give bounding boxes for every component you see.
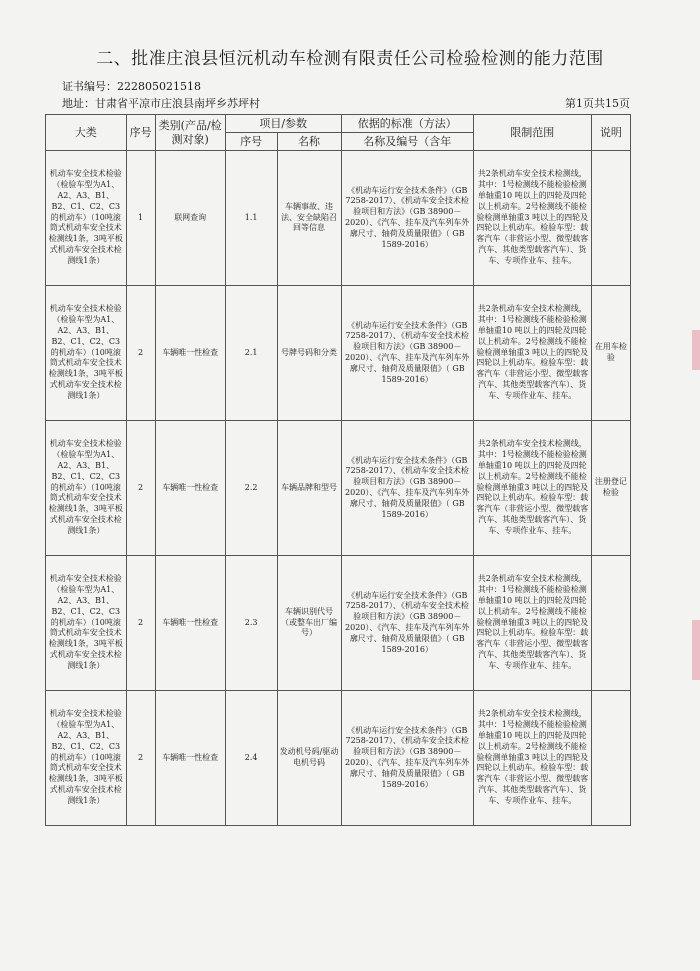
- item-name-cell: 车辆事故、违法、安全缺陷召回等信息: [277, 151, 341, 286]
- col-item-name: 名称: [277, 133, 341, 151]
- type-cell: 车辆唯一性检查: [155, 691, 225, 826]
- seal-edge-mark: [692, 330, 700, 370]
- page-indicator: 第1页共15页: [565, 97, 630, 110]
- seq-cell: 1: [126, 151, 155, 286]
- standard-cell: 《机动车运行安全技术条件》（GB 7258-2017）、《机动车安全技术检验项目和方法》（GB 38900－2020）、《汽车、挂车及汽车列车外廓尺寸、轴荷及质量限值》（ GB 1589-2016）: [341, 151, 473, 286]
- type-cell: 车辆唯一性检查: [155, 286, 225, 421]
- col-item-group: 项目/参数: [225, 115, 341, 133]
- item-seq-cell: 2.2: [225, 421, 277, 556]
- note-cell: 注册登记检验: [591, 421, 630, 556]
- table-row: [46, 286, 631, 421]
- item-name-cell: 号牌号码和分类: [277, 286, 341, 421]
- type-cell: 联网查询: [155, 151, 225, 286]
- item-seq-cell: 1.1: [225, 151, 277, 286]
- address: 地址：甘肃省平凉市庄浪县南坪乡苏坪村: [62, 97, 260, 110]
- limit-cell: 共2条机动车安全技术检测线，其中：1号检测线不能检验检测单轴重10 吨以上的四轮及四轮以上机动车。2号检测线不能检验检测单轴重3 吨以上的四轮及四轮以上机动车。检验车型：载客汽车（非营运小型、微型载客汽车、其他类型载客汽车）、货车、专项作业车、挂车。: [473, 421, 591, 556]
- col-category: 大类: [46, 115, 127, 151]
- note-cell: 在用车检验: [591, 286, 630, 421]
- type-cell: 车辆唯一性检查: [155, 421, 225, 556]
- category-cell: 机动车安全技术检验（检验车型为A1、A2、A3、B1、B2、C1、C2、C3的机动车）（10吨滚筒式机动车安全技术检测线1条，3吨平板式机动车安全技术检测线1条）: [46, 691, 127, 826]
- item-seq-cell: 2.1: [225, 286, 277, 421]
- limit-cell: 共2条机动车安全技术检测线，其中：1号检测线不能检验检测单轴重10 吨以上的四轮及四轮以上机动车。2号检测线不能检验检测单轴重3 吨以上的四轮及四轮以上机动车。检验车型：载客汽车（非营运小型、微型载客汽车、其他类型载客汽车）、货车、专项作业车、挂车。: [473, 286, 591, 421]
- seq-cell: 2: [126, 286, 155, 421]
- table-row: [46, 421, 631, 556]
- item-seq-cell: 2.3: [225, 556, 277, 691]
- table-row: [46, 556, 631, 691]
- col-item-seq: 序号: [225, 133, 277, 151]
- header-row: [46, 115, 631, 133]
- page-title: 二、批准庄浪县恒沅机动车检测有限责任公司检验检测的能力范围: [96, 49, 604, 69]
- standard-cell: 《机动车运行安全技术条件》（GB 7258-2017）、《机动车安全技术检验项目和方法》（GB 38900－2020）、《汽车、挂车及汽车列车外廓尺寸、轴荷及质量限值》（ GB 1589-2016）: [341, 286, 473, 421]
- seal-edge-mark: [692, 620, 700, 680]
- limit-cell: 共2条机动车安全技术检测线，其中：1号检测线不能检验检测单轴重10 吨以上的四轮及四轮以上机动车。2号检测线不能检验检测单轴重3 吨以上的四轮及四轮以上机动车。检验车型：载客汽车（非营运小型、微型载客汽车、其他类型载客汽车）、货车、专项作业车、挂车。: [473, 691, 591, 826]
- capability-table: [45, 114, 631, 826]
- category-cell: 机动车安全技术检验（检验车型为A1、A2、A3、B1、B2、C1、C2、C3的机动车）（10吨滚筒式机动车安全技术检测线1条，3吨平板式机动车安全技术检测线1条）: [46, 286, 127, 421]
- note-cell: [591, 556, 630, 691]
- col-limit: 限制范围: [473, 115, 591, 151]
- limit-cell: 共2条机动车安全技术检测线，其中：1号检测线不能检验检测单轴重10 吨以上的四轮及四轮以上机动车。2号检测线不能检验检测单轴重3 吨以上的四轮及四轮以上机动车。检验车型：载客汽车（非营运小型、微型载客汽车、其他类型载客汽车）、货车、专项作业车、挂车。: [473, 556, 591, 691]
- type-cell: 车辆唯一性检查: [155, 556, 225, 691]
- item-seq-cell: 2.4: [225, 691, 277, 826]
- item-name-cell: 车辆识别代号（或整车出厂编号）: [277, 556, 341, 691]
- seq-cell: 2: [126, 556, 155, 691]
- col-seq: 序号: [126, 115, 155, 151]
- standard-cell: 《机动车运行安全技术条件》（GB 7258-2017）、《机动车安全技术检验项目和方法》（GB 38900－2020）、《汽车、挂车及汽车列车外廓尺寸、轴荷及质量限值》（ GB 1589-2016）: [341, 556, 473, 691]
- table-row: [46, 151, 631, 286]
- item-name-cell: 发动机号码/驱动电机号码: [277, 691, 341, 826]
- seq-cell: 2: [126, 421, 155, 556]
- seq-cell: 2: [126, 691, 155, 826]
- col-type: 类别(产品/检测对象): [155, 115, 225, 151]
- standard-cell: 《机动车运行安全技术条件》（GB 7258-2017）、《机动车安全技术检验项目和方法》（GB 38900－2020）、《汽车、挂车及汽车列车外廓尺寸、轴荷及质量限值》（ GB 1589-2016）: [341, 421, 473, 556]
- note-cell: [591, 151, 630, 286]
- category-cell: 机动车安全技术检验（检验车型为A1、A2、A3、B1、B2、C1、C2、C3的机动车）（10吨滚筒式机动车安全技术检测线1条，3吨平板式机动车安全技术检测线1条）: [46, 556, 127, 691]
- col-note: 说明: [591, 115, 630, 151]
- table-row: [46, 691, 631, 826]
- col-standard-sub: 名称及编号（含年: [341, 133, 473, 151]
- standard-cell: 《机动车运行安全技术条件》（GB 7258-2017）、《机动车安全技术检验项目和方法》（GB 38900－2020）、《汽车、挂车及汽车列车外廓尺寸、轴荷及质量限值》（ GB 1589-2016）: [341, 691, 473, 826]
- category-cell: 机动车安全技术检验（检验车型为A1、A2、A3、B1、B2、C1、C2、C3的机动车）（10吨滚筒式机动车安全技术检测线1条，3吨平板式机动车安全技术检测线1条）: [46, 421, 127, 556]
- item-name-cell: 车辆品牌和型号: [277, 421, 341, 556]
- category-cell: 机动车安全技术检验（检验车型为A1、A2、A3、B1、B2、C1、C2、C3的机动车）（10吨滚筒式机动车安全技术检测线1条，3吨平板式机动车安全技术检测线1条）: [46, 151, 127, 286]
- limit-cell: 共2条机动车安全技术检测线，其中：1号检测线不能检验检测单轴重10 吨以上的四轮及四轮以上机动车。2号检测线不能检验检测单轴重3 吨以上的四轮及四轮以上机动车。检验车型：载客汽车（非营运小型、微型载客汽车、其他类型载客汽车）、货车、专项作业车、挂车。: [473, 151, 591, 286]
- col-standard: 依据的标准（方法）: [341, 115, 473, 133]
- certificate-number: 证书编号：222805021518: [62, 80, 201, 93]
- note-cell: [591, 691, 630, 826]
